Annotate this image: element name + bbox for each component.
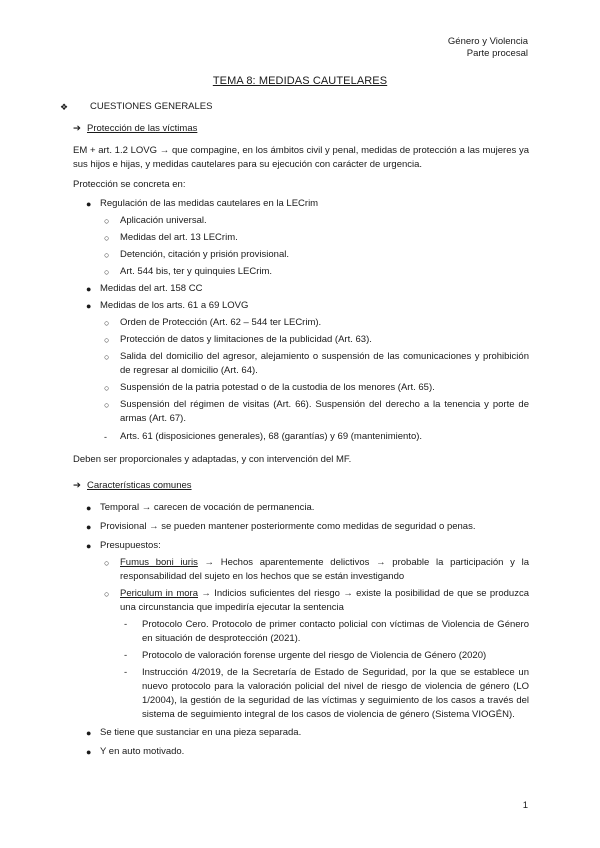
header-subject: Género y Violencia — [447, 36, 528, 47]
list-item: - Arts. 61 (disposiciones generales), 68 (garantías) y 69 (mantenimiento). — [104, 431, 423, 442]
list-item: ○ Fumus boni iuris → Hechos aparentemente delictivos → probable la participación y la responsabilidad del sujeto en los hechos que se están investigando — [104, 557, 529, 582]
circle-bullet-icon: ○ — [104, 335, 110, 345]
circle-bullet-icon: ○ — [104, 250, 110, 260]
section-title: CUESTIONES GENERALES — [90, 101, 213, 112]
bullet-icon: ● — [86, 728, 92, 738]
list-item: ● Medidas de los arts. 61 a 69 LOVG ○ Orden de Protección (Art. 62 – 544 ter LECrim). ○ Protección de datos y limitaciones de la publicidad (Art. 63). ○ Salida del domicilio del agresor, alejamiento o suspensión de las comunicaciones y prohibición de regresar al domicilio (Art. 64). ○ Suspensión de la patria potestad o de la custodia de los menores (Art. 65). ○ Suspensión del régimen de visitas (Art. 66). Suspensión del derecho a la tenencia y porte de armas (Art. 67). - Arts. 61 (disposiciones generales), 68 (garantías) y 69 (mantenimiento). — [86, 300, 529, 442]
list-item: ○ Periculum in mora → Indicios suficientes del riesgo → existe la posibilidad de que se produzca una circunstancia que impediría ejecutar la sentencia - Protocolo Cero. Protocolo de primer contacto policial con víctimas de Violencia de Género en situación de desprotección (2021). - Protocolo de valoración forense urgente del riesgo de Violencia de Género (2020) - Instrucción 4/2019, de la Secretaría de Estado de Seguridad, por la que se establece un nuevo protocolo para la valoración policial del nivel de riesgo de violencia de género (LO 1/2004), la gestión de la seguridad de las víctimas y seguimiento de los casos a través del sistema de seguimiento integral de los casos de violencia de género (Sistema VIOGÉN). — [104, 588, 529, 720]
subsection-title: Características comunes — [87, 480, 192, 491]
subsection-heading-proteccion — [73, 122, 529, 136]
list-item: ● Presupuestos: ○ Fumus boni iuris → Hechos aparentemente delictivos → probable la participación y la responsabilidad del sujeto en los hechos que se están investigando ○ Periculum in mora → Indicios suficientes del riesgo → existe la posibilidad de que se produzca una circunstancia que impediría ejecutar la sentencia - Protocolo Cero. Protocolo de primer contacto policial con víctimas de Violencia de Género en situación de desprotección (2021). - Protocolo de valoración forense urgente del riesgo de Violencia de Género (2020) - Instrucción 4/2019, de la Secretaría de Estado de Seguridad, por la que se establece un nuevo protocolo para la valoración policial del nivel de riesgo de violencia de género (LO 1/2004), la gestión de la seguridad de las víctimas y seguimiento de los casos a través del sistema de seguimiento integral de los casos de violencia de género (Sistema VIOGÉN). — [86, 540, 529, 720]
list-item: ● Provisional → se pueden mantener posteriormente como medidas de seguridad o penas. — [86, 521, 476, 532]
circle-bullet-icon: ○ — [104, 216, 110, 226]
bullet-icon: ● — [86, 199, 92, 209]
header-part: Parte procesal — [466, 48, 528, 59]
list-item: ○ Orden de Protección (Art. 62 – 544 ter LECrim). — [104, 317, 322, 328]
page-title: TEMA 8: MEDIDAS CAUTELARES — [212, 75, 388, 87]
subsection-title: Protección de las víctimas — [87, 123, 198, 134]
bullet-icon: ● — [86, 541, 92, 551]
arrow-bullet-icon: ➔ — [73, 480, 81, 491]
circle-bullet-icon: ○ — [104, 318, 110, 328]
list-item: ● Y en auto motivado. — [86, 746, 185, 757]
dash-bullet-icon: - — [124, 650, 128, 661]
protocol-list — [120, 618, 529, 722]
list-item: ○ Detención, citación y prisión provisional. — [104, 249, 289, 260]
circle-bullet-icon: ○ — [104, 558, 110, 568]
list-item: ○ Salida del domicilio del agresor, alejamiento o suspensión de las comunicaciones y prohibición de regresar al domicilio (Art. 64). — [104, 351, 529, 376]
circle-bullet-icon: ○ — [104, 267, 110, 277]
caracteristicas-list — [73, 501, 529, 759]
bullet-icon: ● — [86, 747, 92, 757]
sub-list — [100, 316, 529, 444]
bullet-icon: ● — [86, 503, 92, 513]
list-item: ○ Suspensión de la patria potestad o de la custodia de los menores (Art. 65). — [104, 382, 435, 393]
circle-bullet-icon: ○ — [104, 233, 110, 243]
bullet-icon: ● — [86, 301, 92, 311]
circle-bullet-icon: ○ — [104, 352, 110, 362]
arrow-bullet-icon: ➔ — [73, 123, 81, 134]
section-heading — [60, 100, 529, 114]
sub-list — [100, 214, 529, 279]
concreta-paragraph: Protección se concreta en: — [73, 179, 186, 190]
list-item: ○ Protección de datos y limitaciones de la publicidad (Art. 63). — [104, 334, 372, 345]
diamond-bullet-icon: ❖ — [60, 102, 69, 112]
list-item: ○ Aplicación universal. — [104, 215, 207, 226]
dash-bullet-icon: - — [124, 619, 128, 630]
list-item: - Protocolo de valoración forense urgente del riesgo de Violencia de Género (2020) — [124, 650, 487, 661]
bullet-icon: ● — [86, 284, 92, 294]
list-item: ● Se tiene que sustanciar en una pieza separada. — [86, 727, 302, 738]
document-body — [60, 100, 529, 762]
intro-paragraph: EM + art. 1.2 LOVG → que compagine, en los ámbitos civil y penal, medidas de protección a las mujeres ya sus hijos e hijas, y medidas cautelares para su ejecución con carácter de urgencia. — [73, 145, 529, 170]
circle-bullet-icon: ○ — [104, 383, 110, 393]
closing-paragraph: Deben ser proporcionales y adaptadas, y con intervención del MF. — [73, 454, 352, 465]
dash-bullet-icon: - — [124, 667, 128, 678]
circle-bullet-icon: ○ — [104, 589, 110, 599]
subsection-heading-caracteristicas — [73, 479, 529, 493]
list-item: ● Regulación de las medidas cautelares en la LECrim ○ Aplicación universal. ○ Medidas del art. 13 LECrim. ○ Detención, citación y prisión provisional. ○ Art. 544 bis, ter y quinquies LECrim. — [73, 197, 529, 279]
circle-bullet-icon: ○ — [104, 400, 110, 410]
sub-list — [100, 556, 529, 722]
list-item: - Instrucción 4/2019, de la Secretaría de Estado de Seguridad, por la que se establece un nuevo protocolo para la valoración policial del nivel de riesgo de violencia de género (LO 1/2004), la gestión de la seguridad de las víctimas y seguimiento de los casos a través del sistema de seguimiento integral de los casos de violencia de género (Sistema VIOGÉN). — [124, 667, 529, 720]
list-item: ● Medidas del art. 158 CC — [86, 283, 203, 294]
list-item: ○ Suspensión del régimen de visitas (Art. 66). Suspensión del derecho a la tenencia y porte de armas (Art. 67). — [104, 399, 529, 424]
periculum-term: Periculum in mora — [120, 588, 198, 599]
list-item: ● Temporal → carecen de vocación de permanencia. — [86, 502, 315, 513]
running-header — [448, 36, 528, 60]
proteccion-list — [73, 197, 529, 444]
bullet-icon: ● — [86, 522, 92, 532]
list-item: ○ Medidas del art. 13 LECrim. — [104, 232, 238, 243]
fumus-term: Fumus boni iuris — [120, 557, 198, 568]
list-item: - Protocolo Cero. Protocolo de primer contacto policial con víctimas de Violencia de Género en situación de desprotección (2021). — [124, 619, 529, 644]
list-item: ○ Art. 544 bis, ter y quinquies LECrim. — [104, 266, 273, 277]
dash-bullet-icon: - — [104, 432, 107, 442]
page-number: 1 — [522, 800, 528, 811]
